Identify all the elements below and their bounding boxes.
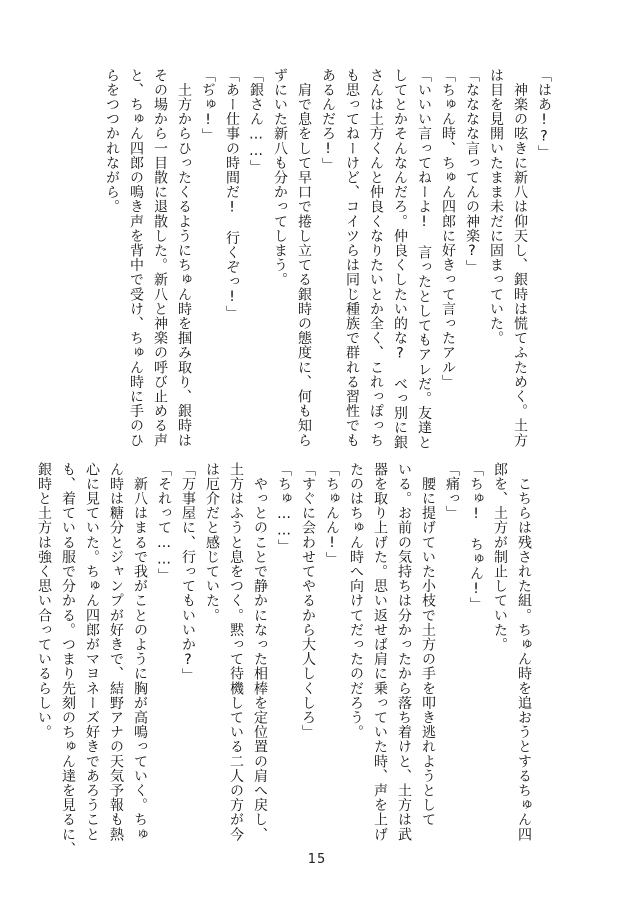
text-line: 「あー仕事の時間だ! 行くぞっ!」 [224,68,240,321]
page-number: 15 [307,852,327,867]
text-line: してとかそんなんだろ。仲良くしたい的な? べっ別に銀 [392,68,408,450]
upper-text-block [100,68,556,450]
text-line: その場から一目散に退散した。新八と神楽の呼び止める声 [152,68,168,448]
text-line: ん時は糖分とジャンプが好きで、結野アナの天気予報も熱 [108,462,124,842]
text-line: あるんだろ!」 [320,68,336,173]
text-line: 新八はまるで我がことのように胸が高鳴っていく。ちゅ [132,462,148,842]
text-line: と、ちゅん四郎の鳴き声を背中で受け、ちゅん時に手のひ [128,68,144,448]
text-line: 心に見ていた。ちゅん四郎がマヨネーズ好きであろうこと [84,462,100,842]
text-line: 「痛っ」 [444,462,460,521]
text-line: 郎を、土方が制止していた。 [492,462,508,652]
text-line: も思ってねーけど、コイツらは同じ種族で群れる習性でも [344,68,360,448]
text-line: 「ちゅ……」 [276,462,292,554]
text-line: 肩で息をして早口で捲し立てる銀時の態度に、何も知ら [296,68,312,448]
text-line: やっとのことで静かになった相棒を定位置の肩へ戻し、 [252,462,268,842]
text-line: 器を取り上げた。思い返せば肩に乗っていた時、声を上げ [372,462,388,842]
text-line: さんは土方くんと仲良くなりたいとか全く、これっぽっち [368,68,384,448]
text-line: たのはちゅん時へ向けてだったのだろう。 [348,462,364,740]
text-line: 「なななな言ってんの神楽?」 [464,68,480,275]
text-line: は厄介だと感じていた。 [204,462,220,623]
text-line: も、着ている服で分かる。つまり先刻のちゅん達を見るに、 [60,462,76,857]
text-line: いる。お前の気持ちは分かったから落ち着けと、土方は武 [396,462,412,842]
text-line: 神楽の呟きに新八は仰天し、銀時は慌てふためく。土方 [512,68,528,448]
text-line: 銀時と土方は強く思い合っているらしい。 [36,462,52,740]
text-line: 「はあ!?」 [536,68,552,160]
text-line: 「万事屋に、行ってもいいか?」 [180,462,196,683]
text-line: 土方はふうと息をつく。黙って待機している二人の方が今 [228,462,244,842]
text-line: らをつつかれながら。 [104,68,120,214]
text-line: 土方からひったくるようにちゅん時を掴み取り、銀時は [176,68,192,448]
lower-text-block [32,462,536,857]
text-line: 腰に提げていた小枝で土方の手を叩き逃れようとして [420,462,436,827]
text-line: 「ちゅんん!」 [324,462,340,567]
text-line: 「ちゅ! ちゅん!」 [468,462,484,612]
text-line: は目を見開いたまま未だに固まっていた。 [488,68,504,346]
text-line: 「ぢゅ!」 [200,68,216,143]
text-line: 「いいい言ってねーよ! 言ったとしてもアレだ。友達と [416,68,432,450]
text-line: 「それって……」 [156,462,172,583]
text-line: 「ちゅん時、ちゅん四郎に好きって言ったアル」 [440,68,456,390]
text-line: 「すぐに会わせてやるから大人しくしろ」 [300,462,316,740]
text-line: ずにいた新八も分かってしまう。 [272,68,288,287]
text-line: 「銀さん……」 [248,68,264,175]
text-line: こちらは残された組。ちゅん時を追おうとするちゅん四 [516,462,532,842]
